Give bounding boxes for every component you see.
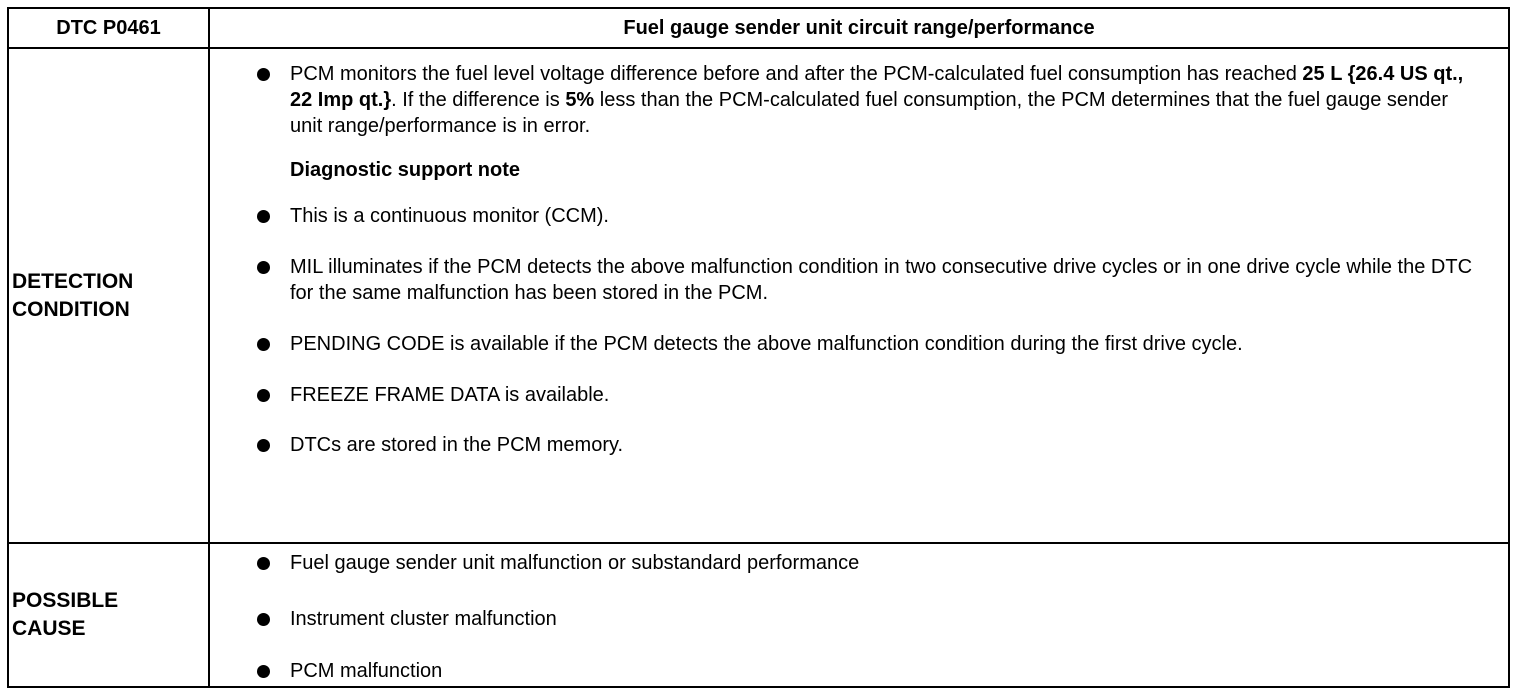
detection-threshold-percent: 5% <box>565 89 595 111</box>
possible-cause-row <box>8 543 1509 687</box>
detection-note-item <box>210 254 1508 306</box>
bullet-icon <box>257 613 270 626</box>
bullet-icon <box>257 68 270 81</box>
detection-label-line2: CONDITION <box>12 297 130 321</box>
detection-note-item <box>210 331 1508 357</box>
bullet-icon <box>257 665 270 678</box>
detection-note-item <box>210 382 1508 408</box>
detection-note-text: MIL illuminates if the PCM detects the above malfunction condition in two consecutive drive cycles or in one drive cycle while the DTC for the same malfunction has been stored in the PCM. <box>290 256 1473 304</box>
detection-note-item <box>210 432 1508 458</box>
dtc-title: Fuel gauge sender unit circuit range/performance <box>209 8 1509 48</box>
bullet-icon <box>257 261 270 274</box>
bullet-icon <box>257 389 270 402</box>
detection-condition-label <box>8 48 209 543</box>
detection-note-item <box>210 203 1508 229</box>
detection-threshold-volume: 25 L {26.4 US qt., 22 Imp qt.} <box>290 63 1464 111</box>
cause-item <box>210 550 1508 576</box>
possible-cause-content <box>209 543 1509 687</box>
possible-cause-label <box>8 543 209 687</box>
detection-item1-text-c: less than the PCM-calculated fuel consumption, the PCM determines that the fuel gauge sender unit range/performance is in error. <box>290 89 1449 137</box>
bullet-icon <box>257 557 270 570</box>
bullet-icon <box>257 439 270 452</box>
cause-item <box>210 606 1508 632</box>
bullet-icon <box>257 210 270 223</box>
header-row <box>8 8 1509 48</box>
dtc-code: DTC P0461 <box>8 8 209 48</box>
diagnostic-support-note-heading: Diagnostic support note <box>290 159 520 181</box>
detection-item1-text-a: PCM monitors the fuel level voltage difference before and after the PCM-calculated fuel consumption has reached <box>290 63 1303 85</box>
bullet-icon <box>257 338 270 351</box>
detection-note-text: FREEZE FRAME DATA is available. <box>290 384 610 406</box>
detection-item1-text-b: . If the difference is <box>391 89 566 111</box>
detection-note-text: DTCs are stored in the PCM memory. <box>290 434 624 456</box>
cause-label-line1: POSSIBLE <box>12 589 119 612</box>
cause-label-line2: CAUSE <box>12 617 86 640</box>
dtc-table <box>7 7 1510 688</box>
detection-row <box>8 48 1509 543</box>
detection-item-monitor <box>210 61 1508 139</box>
cause-item-text: PCM malfunction <box>290 660 443 682</box>
cause-item-text: Instrument cluster malfunction <box>290 608 557 630</box>
detection-label-line1: DETECTION <box>12 269 134 293</box>
cause-item-text: Fuel gauge sender unit malfunction or substandard performance <box>290 552 860 574</box>
detection-condition-content <box>209 48 1509 543</box>
detection-note-text: PENDING CODE is available if the PCM detects the above malfunction condition during the first drive cycle. <box>290 333 1243 355</box>
detection-note-text: This is a continuous monitor (CCM). <box>290 205 609 227</box>
cause-item <box>210 658 1508 684</box>
